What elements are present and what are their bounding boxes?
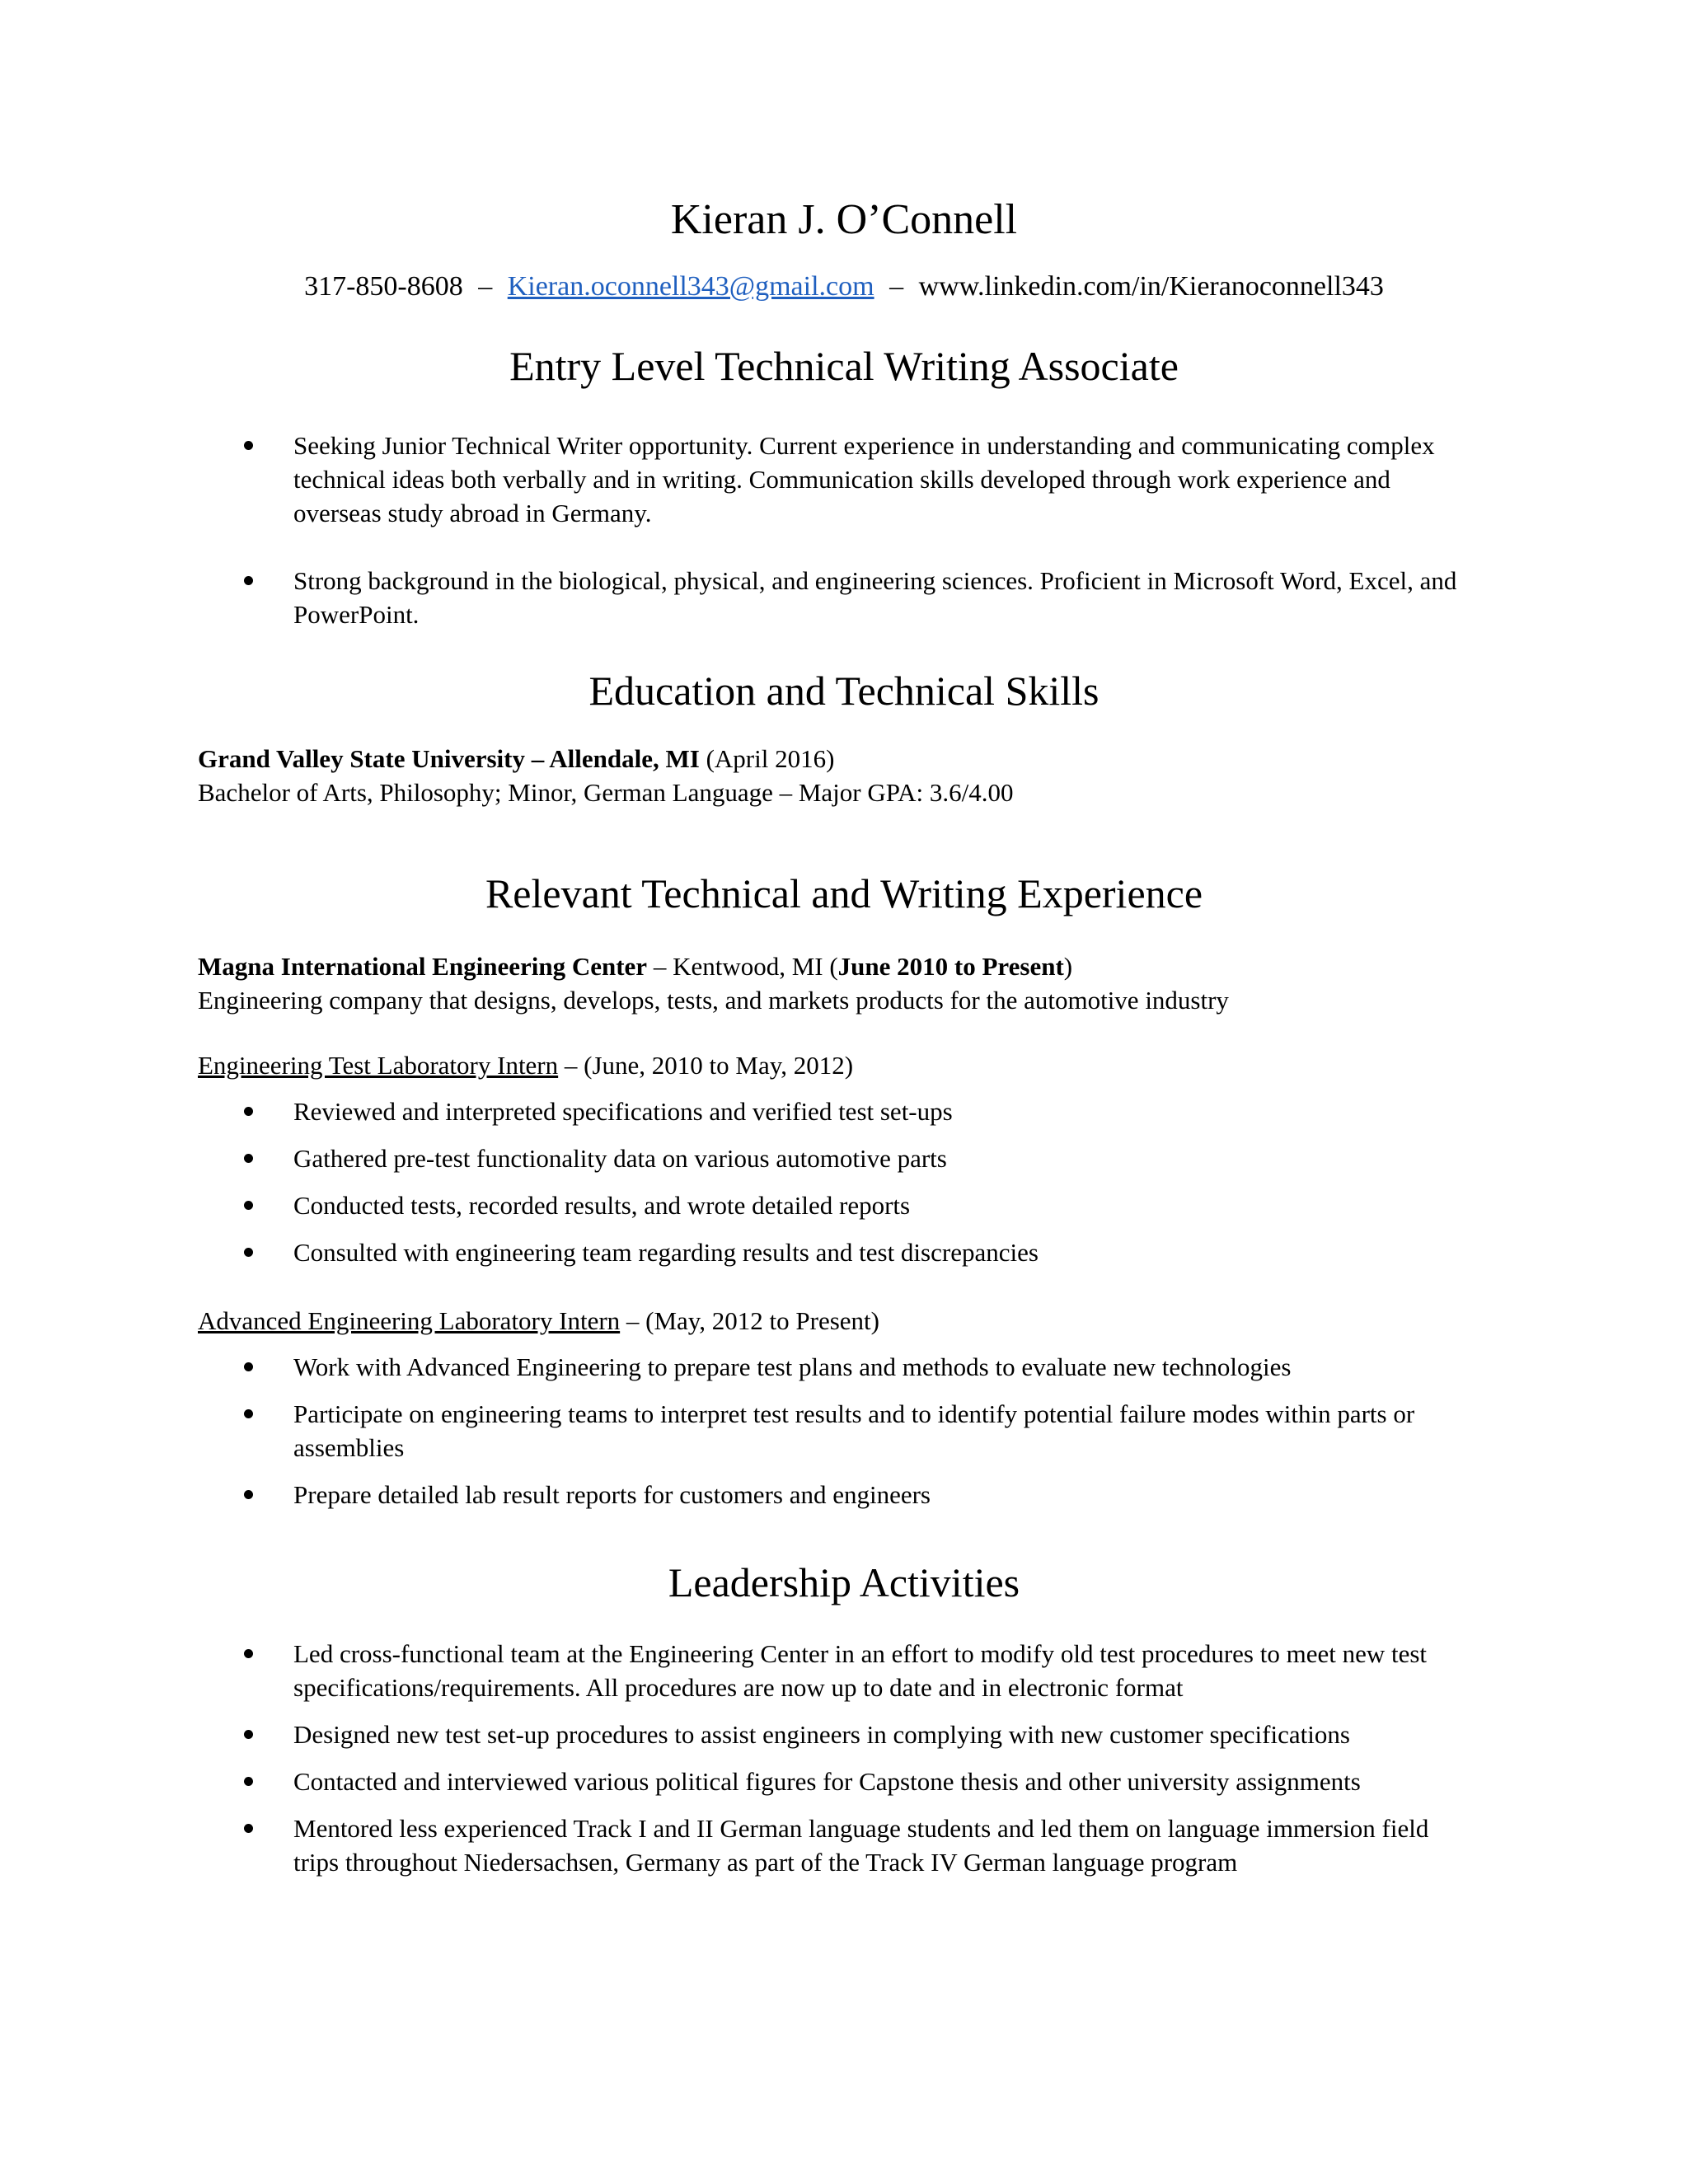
role-dates: – (May, 2012 to Present) [626, 1306, 879, 1335]
school-name: Grand Valley State University – Allendale, MI [198, 744, 700, 773]
experience-heading: Relevant Technical and Writing Experience [485, 870, 1203, 916]
bullet-icon [244, 1490, 253, 1499]
email-link[interactable]: Kieran.oconnell343@gmail.com [507, 271, 874, 302]
bullet-text: Designed new test set-up procedures to assist engineers in complying with new customer specifications [293, 1720, 1350, 1749]
bullet-text: Mentored less experienced Track I and II German language students and led them on language immersion field trips throughout Niedersachsen, Germany as part of the Track IV German language program [293, 1814, 1429, 1877]
bullet-text: Gathered pre-test functionality data on various automotive parts [293, 1144, 947, 1173]
company-name: Magna International Engineering Center [198, 952, 648, 981]
bullet-icon [244, 576, 253, 585]
bullet-icon [244, 1362, 253, 1371]
objective-list [244, 429, 1472, 631]
list-item [244, 1811, 1472, 1879]
bullet-icon [244, 1730, 253, 1739]
company-description: Engineering company that designs, develops, tests, and markets products for the automotive industry [198, 986, 1229, 1015]
list-item [244, 564, 1472, 631]
company-line [198, 949, 1500, 983]
bullet-text: Led cross-functional team at the Engineering Center in an effort to modify old test procedures to meet new test specifications/requirements. All procedures are now up to date and in electronic format [293, 1639, 1428, 1702]
list-item [244, 1350, 1472, 1384]
bullet-text: Reviewed and interpreted specifications and verified test set-ups [293, 1097, 953, 1126]
list-item [244, 1094, 1472, 1128]
bullet-icon [244, 1248, 253, 1257]
list-item [244, 1141, 1472, 1175]
bullet-text: Strong background in the biological, physical, and engineering sciences. Proficient in Microsoft Word, Excel, and PowerPoint. [293, 566, 1457, 629]
leadership-list [244, 1637, 1472, 1879]
bullet-text: Work with Advanced Engineering to prepare test plans and methods to evaluate new technologies [293, 1352, 1292, 1381]
linkedin-url: www.linkedin.com/in/Kieranoconnell343 [918, 271, 1384, 302]
bullet-text: Contacted and interviewed various political figures for Capstone thesis and other university assignments [293, 1767, 1361, 1796]
contact-line [0, 269, 1688, 305]
school-line [198, 742, 1500, 776]
bullet-text: Prepare detailed lab result reports for customers and engineers [293, 1480, 931, 1509]
candidate-name: Kieran J. O’Connell [670, 196, 1018, 243]
bullet-icon [244, 1824, 253, 1833]
bullet-icon [244, 1154, 253, 1163]
bullet-icon [244, 1649, 253, 1658]
bullet-icon [244, 1777, 253, 1786]
list-item [244, 1478, 1472, 1511]
list-item [244, 1235, 1472, 1269]
role-title: Advanced Engineering Laboratory Intern [198, 1306, 621, 1335]
list-item [244, 1718, 1472, 1751]
role-1-list [244, 1094, 1472, 1269]
list-item [244, 1397, 1472, 1465]
company-location: – Kentwood, MI ( [653, 952, 838, 981]
role-title: Engineering Test Laboratory Intern [198, 1051, 559, 1080]
separator: – [478, 271, 493, 302]
education-block [198, 742, 1500, 809]
list-item [244, 1637, 1472, 1704]
degree-line: Bachelor of Arts, Philosophy; Minor, German Language – Major GPA: 3.6/4.00 [198, 778, 1014, 807]
list-item [244, 429, 1472, 530]
separator: – [889, 271, 904, 302]
bullet-icon [244, 1201, 253, 1210]
company-location-end: ) [1063, 952, 1073, 981]
objective-heading: Entry Level Technical Writing Associate [509, 343, 1179, 389]
bullet-icon [244, 441, 253, 450]
phone-number: 317-850-8608 [304, 271, 463, 302]
role-dates: – (June, 2010 to May, 2012) [564, 1051, 854, 1080]
list-item [244, 1188, 1472, 1222]
leadership-heading: Leadership Activities [668, 1559, 1020, 1605]
bullet-text: Seeking Junior Technical Writer opportunity. Current experience in understanding and communicating complex technical ideas both verbally and in writing. Communication skills developed through work experience and overseas study abroad in Germany. [293, 431, 1435, 527]
role-heading [198, 1304, 1500, 1338]
bullet-text: Participate on engineering teams to interpret test results and to identify potential failure modes within parts or assemblies [293, 1399, 1415, 1462]
list-item [244, 1765, 1472, 1798]
company-block [198, 949, 1500, 1017]
bullet-icon [244, 1107, 253, 1116]
bullet-icon [244, 1409, 253, 1418]
bullet-text: Consulted with engineering team regarding results and test discrepancies [293, 1238, 1039, 1267]
education-heading: Education and Technical Skills [588, 668, 1100, 714]
employment-period: June 2010 to Present [837, 952, 1064, 981]
graduation-date: (April 2016) [706, 744, 835, 773]
role-2-list [244, 1350, 1472, 1511]
role-heading [198, 1048, 1500, 1082]
bullet-text: Conducted tests, recorded results, and wrote detailed reports [293, 1191, 911, 1220]
